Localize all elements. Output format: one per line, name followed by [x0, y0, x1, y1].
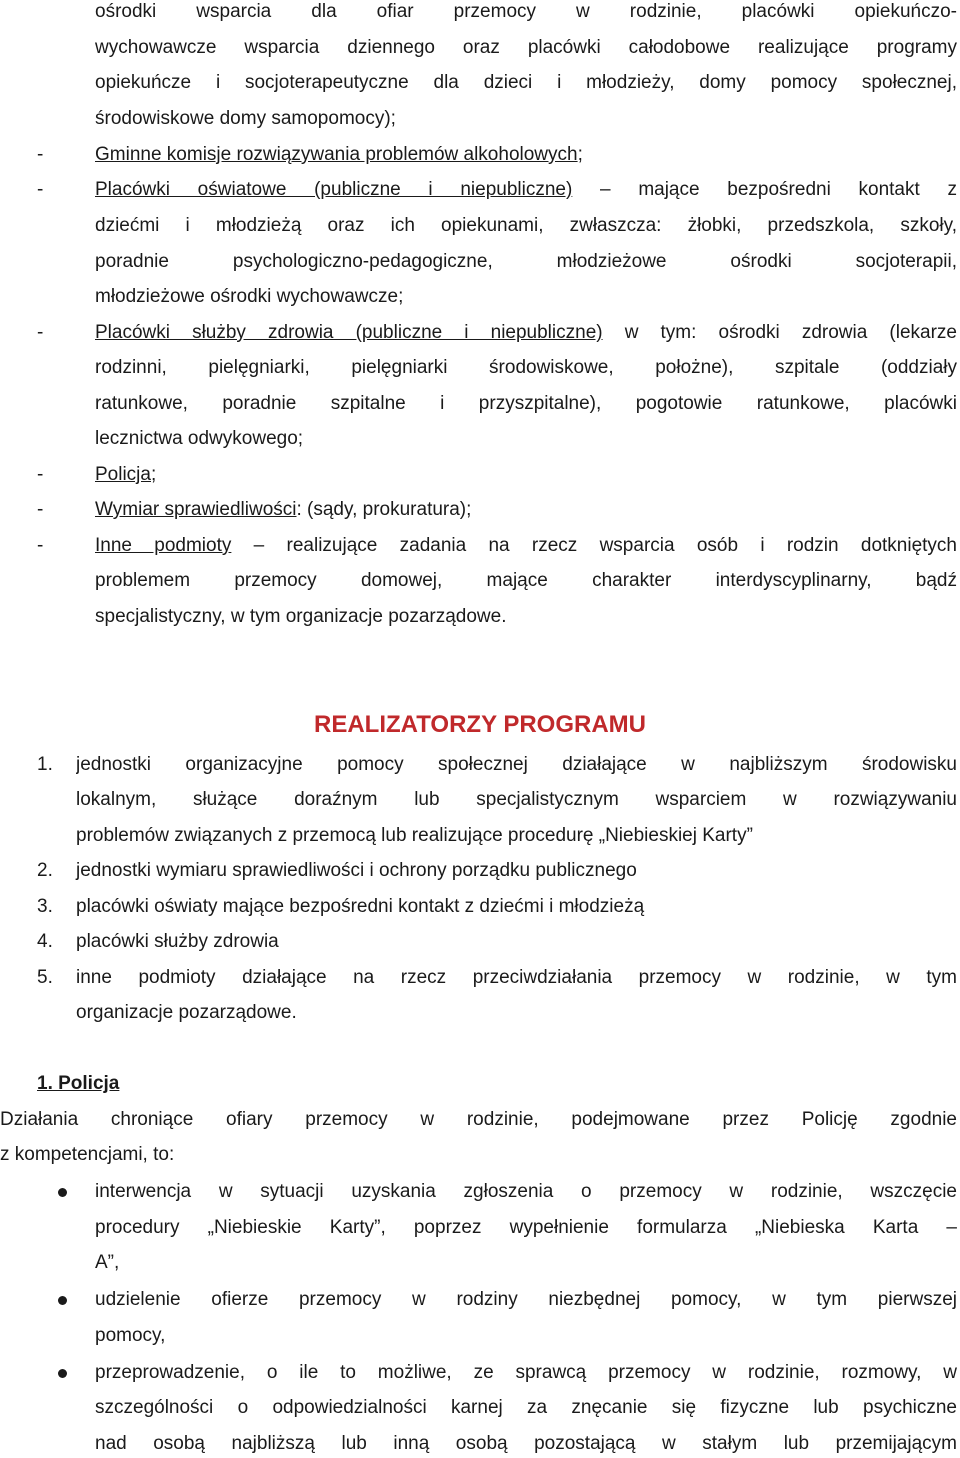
- list-item-4-title: Policja: [95, 464, 151, 485]
- list-item-6-line-2: problemem przemocy domowej, mające charakter interdyscyplinarny, bądź: [95, 570, 957, 591]
- list-item-5-title: Wymiar sprawiedliwości: [95, 499, 297, 520]
- list-dash-5: -: [37, 499, 44, 520]
- list-item-3-title: Placówki służby zdrowia (publiczne i niepubliczne): [95, 322, 603, 343]
- intro-line-1: ośrodki wsparcia dla ofiar przemocy w rodzinie, placówki opiekuńczo-: [95, 1, 957, 22]
- numbered-item-2-line-1: jednostki wymiaru sprawiedliwości i ochrony porządku publicznego: [76, 860, 637, 881]
- bullet-item-3-line-1: przeprowadzenie, o ile to możliwe, ze sprawcą przemocy w rodzinie, rozmowy, w: [95, 1362, 957, 1383]
- list-item-4: [95, 463, 156, 487]
- bullet-item-1-line-3: A”,: [95, 1252, 120, 1273]
- paragraph-line-2: z kompetencjami, to:: [0, 1144, 175, 1165]
- bullet-item-3-line-2: szczególności o odpowiedzialności karnej za znęcanie się fizyczne lub psychiczne: [95, 1397, 957, 1418]
- numbered-item-5-line-1: inne podmioty działające na rzecz przeciwdziałania przemocy w rodzinie, w tym: [76, 967, 957, 988]
- numbered-marker-2: 2.: [37, 860, 53, 881]
- bullet-item-3-line-3: nad osobą najbliższą lub inną osobą pozostającą w stałym lub przemijającym: [95, 1433, 957, 1454]
- list-item-2-line-2: dziećmi i młodzieżą oraz ich opiekunami, zwłaszcza: żłobki, przedszkola, szkoły,: [95, 215, 957, 236]
- subheading-policja: 1. Policja: [37, 1073, 120, 1094]
- list-item-3-line-3: ratunkowe, poradnie szpitalne i przyszpitalne), pogotowie ratunkowe, placówki: [95, 393, 957, 414]
- list-item-5: [95, 498, 471, 522]
- list-item-2-title: Placówki oświatowe (publiczne i niepubliczne): [95, 179, 573, 200]
- numbered-item-3-line-1: placówki oświaty mające bezpośredni kontakt z dziećmi i młodzieżą: [76, 896, 645, 917]
- list-item-6: [95, 534, 957, 558]
- list-dash-3: -: [37, 322, 44, 343]
- section-heading: REALIZATORZY PROGRAMU: [313, 711, 646, 738]
- numbered-marker-5: 5.: [37, 967, 53, 988]
- numbered-item-5-line-2: organizacje pozarządowe.: [76, 1002, 297, 1023]
- numbered-marker-4: 4.: [37, 931, 53, 952]
- list-item-1-rest: ;: [577, 144, 583, 165]
- numbered-item-4-line-1: placówki służby zdrowia: [76, 931, 279, 952]
- list-dash-4: -: [37, 464, 44, 485]
- list-item-3-line-2: rodzinni, pielęgniarki, pielęgniarki środowiskowe, położne), szpitale (oddziały: [95, 357, 957, 378]
- list-dash-6: -: [37, 535, 44, 556]
- list-item-1: [95, 143, 583, 167]
- bullet-item-1-line-1: interwencja w sytuacji uzyskania zgłoszenia o przemocy w rodzinie, wszczęcie: [95, 1181, 957, 1202]
- list-item-6-title: Inne podmioty: [95, 535, 232, 556]
- list-dash-2: -: [37, 179, 44, 200]
- list-item-3-rest: w tym: ośrodki zdrowia (lekarze: [602, 322, 957, 343]
- bullet-dot-1: [58, 1188, 67, 1197]
- list-item-4-rest: ;: [150, 464, 157, 485]
- numbered-item-1-line-1: jednostki organizacyjne pomocy społecznej działające w najbliższym środowisku: [76, 754, 957, 775]
- list-item-2: [95, 178, 957, 202]
- list-dash-1: -: [37, 144, 44, 165]
- list-item-5-rest: : (sądy, prokuratura);: [296, 499, 472, 520]
- list-item-3-line-4: lecznictwa odwykowego;: [95, 428, 304, 449]
- list-item-6-rest: – realizujące zadania na rzecz wsparcia osób i rodzin dotkniętych: [231, 535, 957, 556]
- bullet-dot-2: [58, 1296, 67, 1305]
- numbered-marker-3: 3.: [37, 896, 53, 917]
- list-item-3: [95, 321, 957, 345]
- numbered-item-1-line-2: lokalnym, służące doraźnym lub specjalistycznym wsparciem w rozwiązywaniu: [76, 789, 957, 810]
- bullet-item-1-line-2: procedury „Niebieskie Karty”, poprzez wypełnienie formularza „Niebieska Karta –: [95, 1217, 957, 1238]
- list-item-2-line-3: poradnie psychologiczno-pedagogiczne, młodzieżowe ośrodki socjoterapii,: [95, 251, 957, 272]
- paragraph-line-1: Działania chroniące ofiary przemocy w rodzinie, podejmowane przez Policję zgodnie: [0, 1109, 957, 1130]
- list-item-1-title: Gminne komisje rozwiązywania problemów alkoholowych: [95, 144, 578, 165]
- intro-line-4: środowiskowe domy samopomocy);: [95, 108, 396, 129]
- list-item-6-line-3: specjalistyczny, w tym organizacje pozarządowe.: [95, 606, 507, 627]
- numbered-item-1-line-3: problemów związanych z przemocą lub realizujące procedurę „Niebieskiej Karty”: [76, 825, 753, 846]
- list-item-2-line-4: młodzieżowe ośrodki wychowawcze;: [95, 286, 404, 307]
- bullet-item-2-line-1: udzielenie ofierze przemocy w rodziny niezbędnej pomocy, w tym pierwszej: [95, 1289, 957, 1310]
- bullet-dot-3: [58, 1369, 67, 1378]
- intro-line-3: opiekuńcze i socjoterapeutyczne dla dzieci i młodzieży, domy pomocy społecznej,: [95, 72, 957, 93]
- intro-line-2: wychowawcze wsparcia dziennego oraz placówki całodobowe realizujące programy: [95, 37, 957, 58]
- list-item-2-rest: – mające bezpośredni kontakt z: [572, 179, 957, 200]
- numbered-marker-1: 1.: [37, 754, 53, 775]
- bullet-item-2-line-2: pomocy,: [95, 1325, 166, 1346]
